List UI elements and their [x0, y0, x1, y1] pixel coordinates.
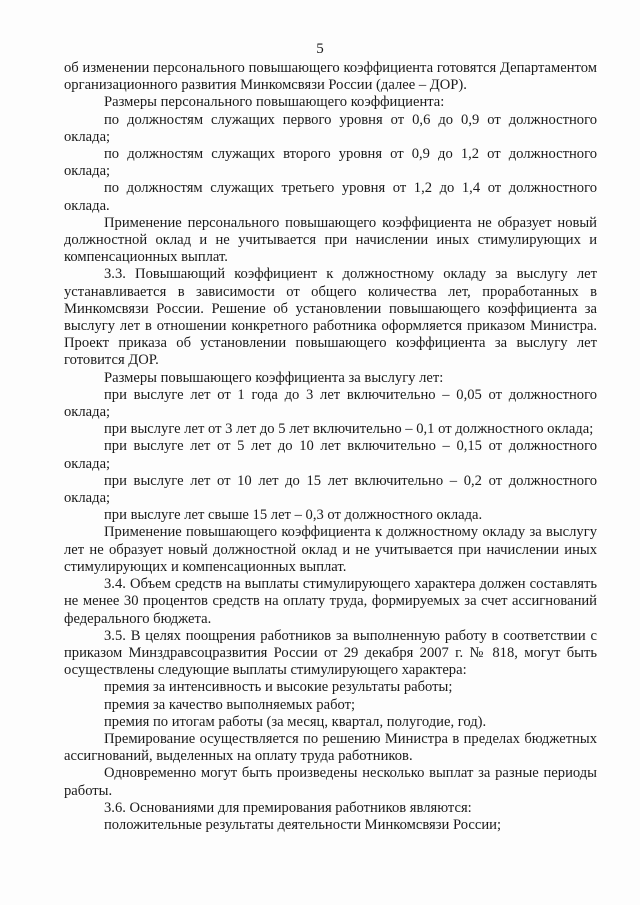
- paragraph: при выслуге лет от 3 лет до 5 лет включительно – 0,1 от должностного оклада;: [104, 421, 594, 438]
- paragraph: по должностям служащих третьего уровня от 1,2 до 1,4 от должностного оклада.: [64, 180, 597, 214]
- paragraph: премия по итогам работы (за месяц, квартал, полугодие, год).: [104, 713, 487, 730]
- paragraph: Размеры повышающего коэффициента за выслугу лет:: [104, 369, 444, 386]
- paragraph: 3.4. Объем средств на выплаты стимулирующего характера должен составлять не менее 30 процентов средств на оплату труда, формируемых за счет ассигнований федерального бюджета.: [64, 576, 597, 627]
- paragraph: премия за интенсивность и высокие результаты работы;: [104, 679, 453, 696]
- document-body: [64, 60, 597, 834]
- paragraph: 3.5. В целях поощрения работников за выполненную работу в соответствии с приказом Минздравсоцразвития России от 29 декабря 2007 г. № 818, могут быть осуществлены следующие выплаты стимулирующего характера:: [64, 627, 597, 679]
- paragraph: Премирование осуществляется по решению Министра в пределах бюджетных ассигнований, выделенных на оплату труда работников.: [64, 730, 597, 765]
- paragraph: Применение повышающего коэффициента к должностному окладу за выслугу лет не образует новый должностной оклад и не учитывается при начислении иных стимулирующих и компенсационных выплат.: [64, 524, 597, 575]
- paragraph: при выслуге лет от 10 лет до 15 лет включительно – 0,2 от должностного оклада;: [64, 472, 597, 507]
- paragraph: премия за качество выполняемых работ;: [104, 696, 356, 713]
- paragraph: Применение персонального повышающего коэффициента не образует новый должностной оклад и не учитывается при начислении иных стимулирующих и компенсационных выплат.: [64, 214, 597, 266]
- paragraph: Одновременно могут быть произведены несколько выплат за разные периоды работы.: [64, 765, 597, 799]
- paragraph: по должностям служащих второго уровня от 0,9 до 1,2 от должностного оклада;: [64, 146, 597, 180]
- paragraph: Размеры персонального повышающего коэффициента:: [104, 94, 445, 111]
- paragraph: 3.6. Основаниями для премирования работников являются:: [104, 799, 472, 816]
- paragraph: положительные результаты деятельности Минкомсвязи России;: [104, 816, 502, 833]
- paragraph: при выслуге лет от 1 года до 3 лет включительно – 0,05 от должностного оклада;: [64, 386, 597, 421]
- paragraph: при выслуге лет свыше 15 лет – 0,3 от должностного оклада.: [104, 507, 483, 524]
- page-number: 5: [316, 41, 324, 57]
- paragraph: об изменении персонального повышающего коэффициента готовятся Департаментом организационного развития Минкомсвязи России (далее – ДОР).: [64, 60, 597, 94]
- paragraph: 3.3. Повышающий коэффициент к должностному окладу за выслугу лет устанавливается в зависимости от общего количества лет, проработанных в Минкомсвязи России. Решение об установлении повышающего коэффициента за выслугу лет в отношении конкретного работника оформляется приказом Министра. Проект приказа об установлении повышающего коэффициента за выслугу лет готовится ДОР.: [64, 266, 597, 369]
- paragraph: при выслуге лет от 5 лет до 10 лет включительно – 0,15 от должностного оклада;: [64, 438, 597, 472]
- paragraph: по должностям служащих первого уровня от 0,6 до 0,9 от должностного оклада;: [64, 111, 597, 145]
